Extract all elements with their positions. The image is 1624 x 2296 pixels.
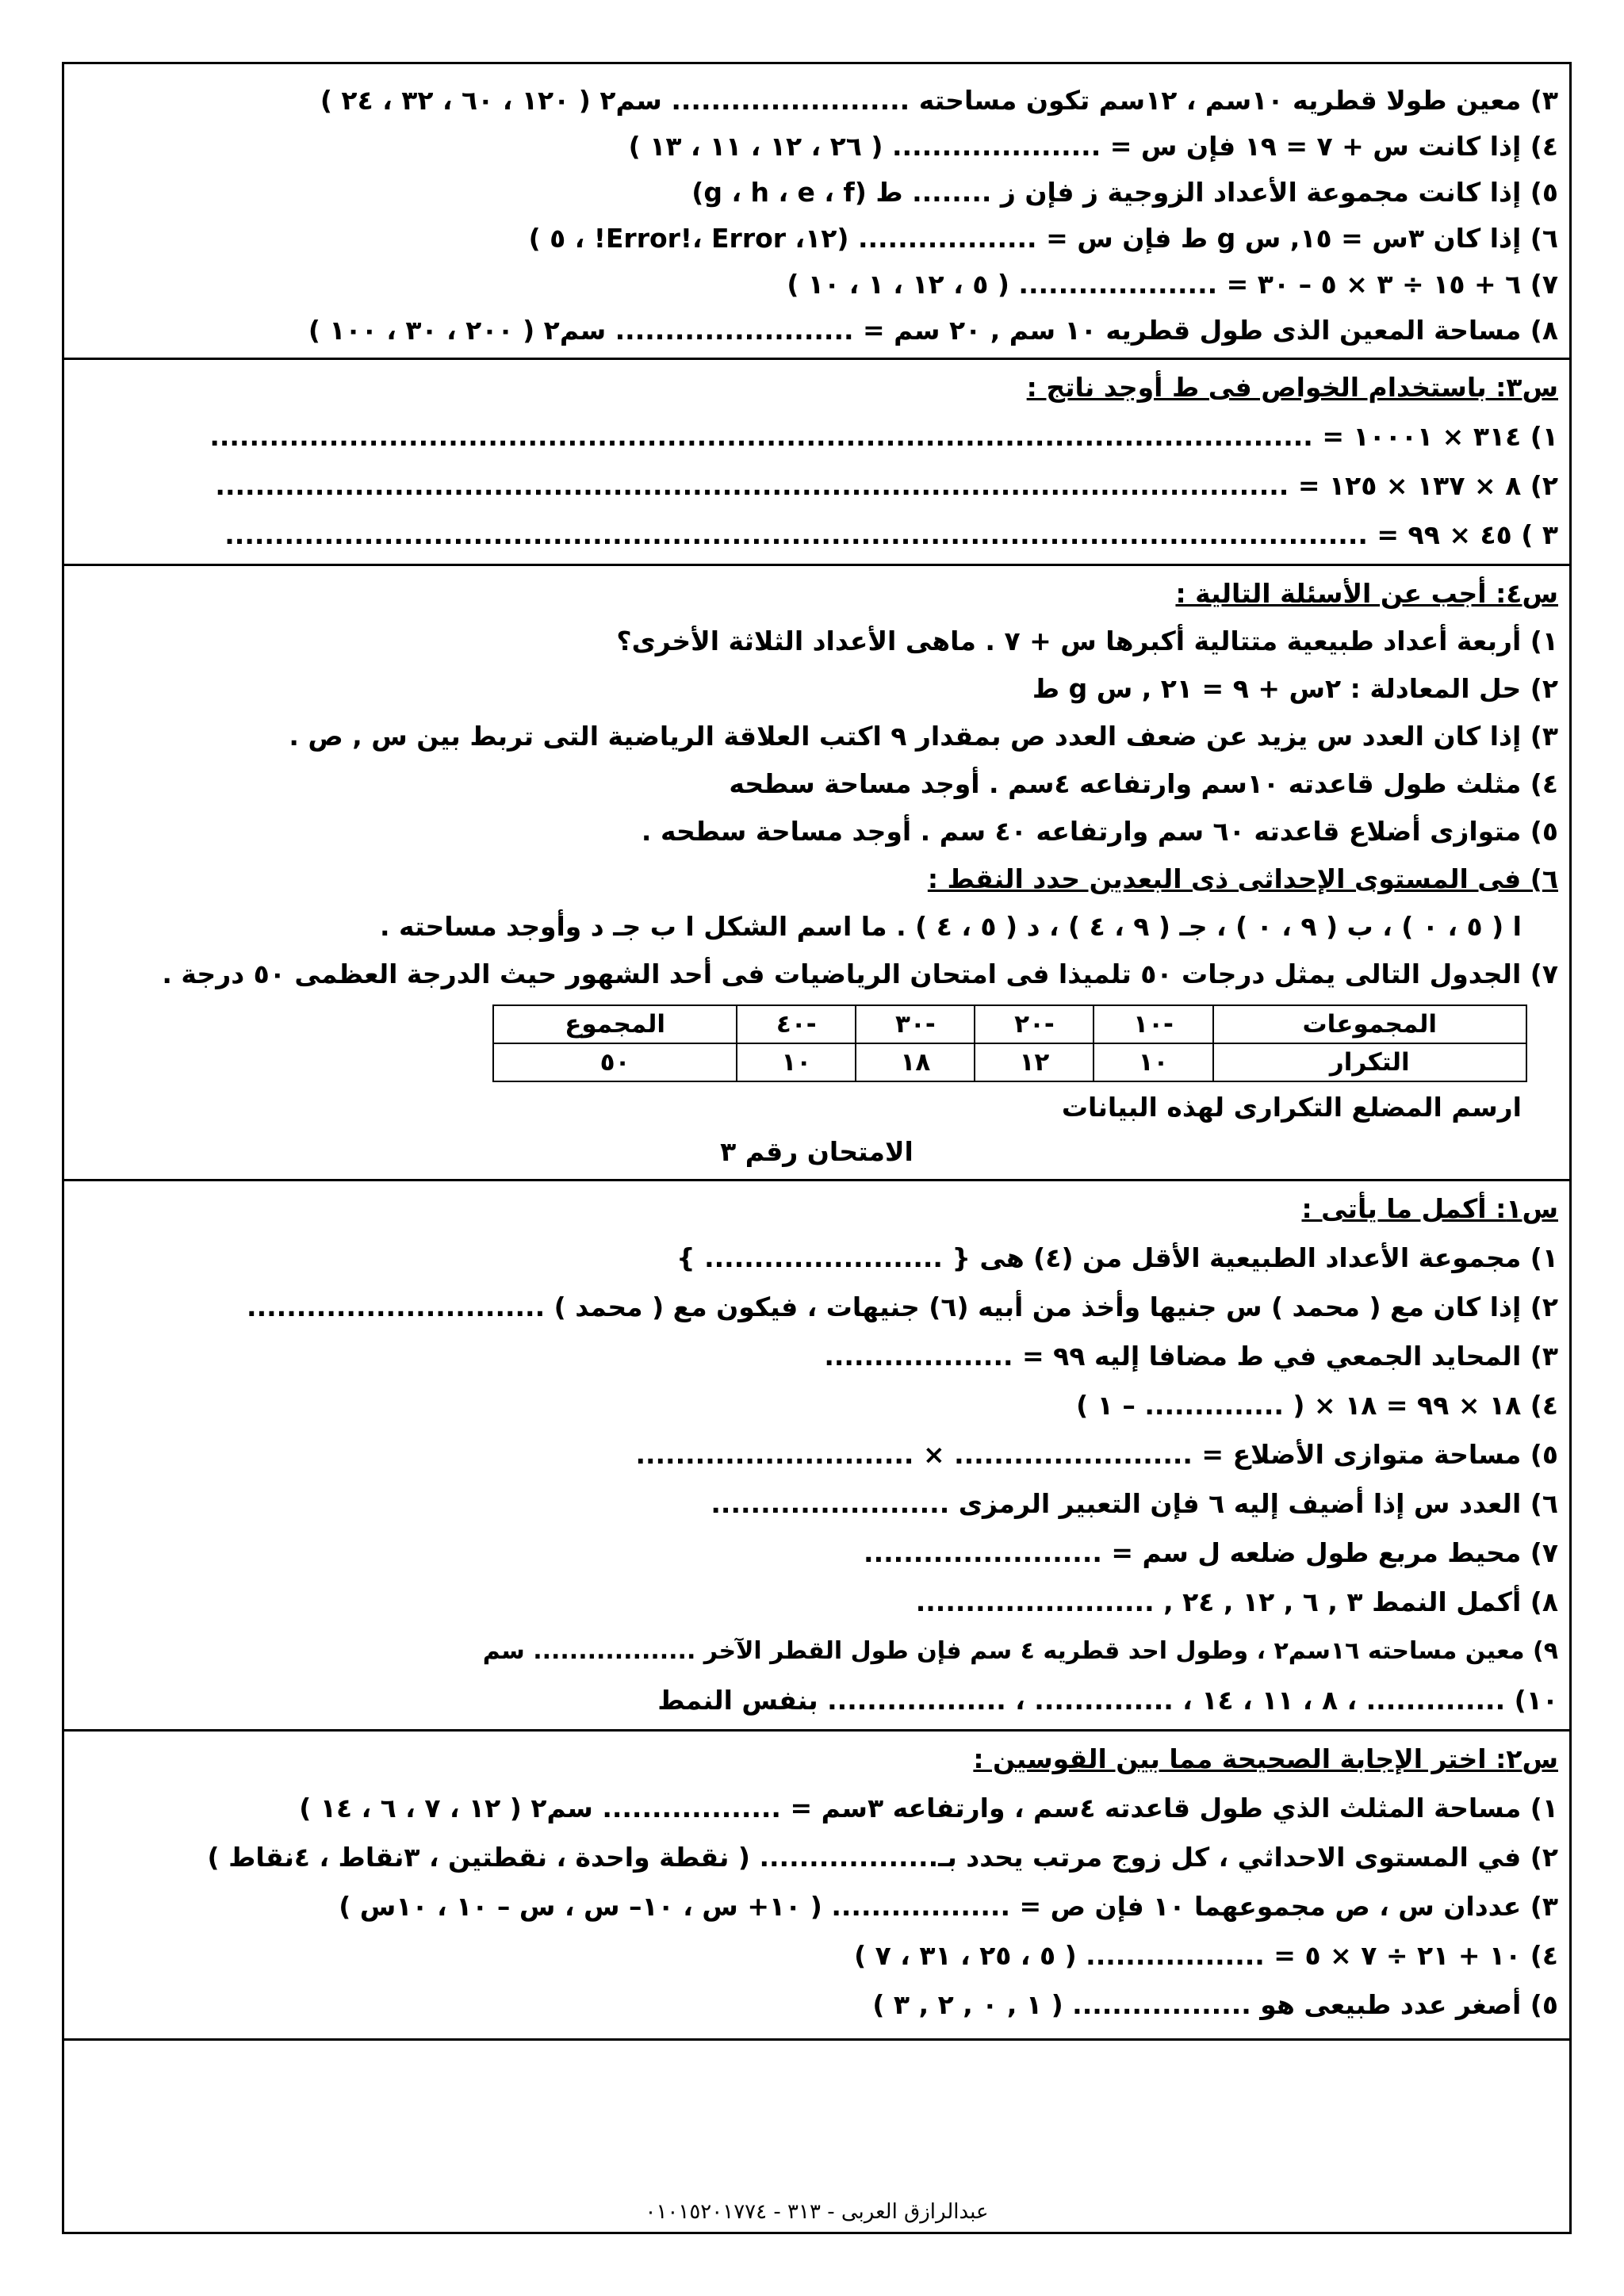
s1-line-1: ١) مجموعة الأعداد الطبيعية الأقل من (٤) هى { ........................ } xyxy=(676,1242,1558,1273)
q4-line-5: ٥) متوازى أضلاع قاعدته ٦٠ سم وارتفاعه ٤٠ سم . أوجد مساحة سطحه . xyxy=(641,816,1558,847)
q4-line-6-points: ا ( ٥ ، ٠ ) ، ب ( ٩ ، ٠ ) ، جـ ( ٩ ، ٤ ) ، د ( ٥ ، ٤ ) . ما اسم الشكل ا ب جـ د وأوجد مساحته . xyxy=(379,911,1522,942)
mcq-line-3: ٣) معين طولا قطريه ١٠سم ، ١٢سم تكون مساحته ........................ سم٢ ( ١٢٠ ، ٦٠ ، ٣٢ ، ٢٤ ) xyxy=(320,85,1558,116)
table-cell: -٢٠ xyxy=(975,1005,1094,1043)
mcq-line-6: ٦) إذا كان ٣س = ١٥, س g ط فإن س = .................. (١٢، Error!، Error! ، ٥ ) xyxy=(528,223,1558,254)
table-cell: -٤٠ xyxy=(737,1005,856,1043)
table-cell: المجموعات xyxy=(1213,1005,1526,1043)
s2-line-3: ٣) عددان س ، ص مجموعهما ١٠ فإن ص = .................. ( ١٠+ س ، ١٠– س ، س – ١٠ ، ١٠س ) xyxy=(339,1891,1558,1922)
table-cell: -١٠ xyxy=(1094,1005,1212,1043)
s2-line-2: ٢) في المستوى الاحداثي ، كل زوج مرتب يحدد بـ.................. ( نقطة واحدة ، نقطتين ، ٣نقاط ، ٤نقاط ) xyxy=(207,1842,1558,1873)
q4-line-3: ٣) إذا كان العدد س يزيد عن ضعف العدد ص بمقدار ٩ اكتب العلاقة الرياضية التى تربط بين س , ص . xyxy=(289,721,1558,752)
table-cell: ١٨ xyxy=(856,1043,975,1081)
q4-line-7: ٧) الجدول التالى يمثل درجات ٥٠ تلميذا فى امتحان الرياضيات فى أحد الشهور حيث الدرجة العظمى ٥٠ درجة . xyxy=(162,959,1558,989)
q3-heading: س٣: باستخدام الخواص فى ط أوجد ناتج : xyxy=(1026,372,1558,403)
divider xyxy=(64,564,1569,566)
divider xyxy=(64,1179,1569,1181)
s2-line-5: ٥) أصغر عدد طبيعى هو .................. ( ١ , ٠ , ٢ , ٣ ) xyxy=(872,1989,1558,2020)
q4-heading: س٤: أجب عن الأسئلة التالية : xyxy=(1175,578,1558,609)
divider xyxy=(64,2038,1569,2041)
q3-line-2: ٢) ٨ × ١٣٧ × ١٢٥ = ............................................................................................................ xyxy=(215,470,1558,501)
q4-line-4: ٤) مثلث طول قاعدته ١٠سم وارتفاعه ٤سم . أوجد مساحة سطحه xyxy=(729,768,1558,799)
s1-line-5: ٥) مساحة متوازى الأضلاع = ........................ × ............................ xyxy=(635,1439,1558,1470)
page-footer: عبدالرازق العربى - ٣١٣ - ٠١٠١٥٢٠١٧٧٤ xyxy=(645,2200,989,2224)
s2-line-4: ٤) ١٠ + ٢١ ÷ ٧ × ٥ = .................. ( ٥ ، ٢٥ ، ٣١ ، ٧ ) xyxy=(854,1940,1558,1971)
s1-line-8: ٨) أكمل النمط ٣ , ٦ , ١٢ , ٢٤ , ........................ xyxy=(915,1586,1558,1617)
q4-line-1: ١) أربعة أعداد طبيعية متتالية أكبرها س + ٧ . ماهى الأعداد الثلاثة الأخرى؟ xyxy=(616,626,1558,656)
table-cell: التكرار xyxy=(1213,1043,1526,1081)
table-cell: ١٠ xyxy=(737,1043,856,1081)
q4-line-6: ٦) فى المستوى الإحداثى ذى البعدين حدد النقط : xyxy=(927,863,1558,894)
q4-after-table: ارسم المضلع التكرارى لهذه البيانات xyxy=(1061,1092,1522,1123)
s2-heading: س٢: اختر الإجابة الصحيحة مما بين القوسين : xyxy=(973,1743,1558,1774)
mcq-line-4: ٤) إذا كانت س + ٧ = ١٩ فإن س = ..................... ( ٢٦ ، ١٢ ، ١١ ، ١٣ ) xyxy=(628,131,1558,162)
table-row xyxy=(493,1005,1526,1043)
s1-line-10: ١٠) .............. ، ٨ ، ١١ ، ١٤ ، .............. ، .................. بنفس النمط xyxy=(657,1685,1558,1716)
s1-line-3: ٣) المحايد الجمعي في ط مضافا إليه ٩٩ = ................... xyxy=(824,1341,1558,1372)
table-cell: -٣٠ xyxy=(856,1005,975,1043)
table-row xyxy=(493,1043,1526,1081)
exam-page xyxy=(62,62,1572,2234)
table-cell: ٥٠ xyxy=(493,1043,737,1081)
frequency-table xyxy=(492,1004,1527,1082)
s1-line-9: ٩) معين مساحته ١٦سم٢ ، وطول احد قطريه ٤ سم فإن طول القطر الآخر .................. سم xyxy=(482,1637,1558,1665)
s1-line-2: ٢) إذا كان مع ( محمد ) س جنيها وأخذ من أبيه (٦) جنيهات ، فيكون مع ( محمد ) .............................. xyxy=(247,1292,1558,1322)
mcq-line-7: ٧) ٦ + ١٥ ÷ ٣ × ٥ – ٣٠ = .................... ( ٥ ، ١٢ ، ١ ، ١٠ ) xyxy=(787,269,1558,300)
s1-line-4: ٤) ١٨ × ٩٩ = ١٨ × ( .............. – ١ ) xyxy=(1076,1390,1558,1421)
q4-line-2: ٢) حل المعادلة : ٢س + ٩ = ٢١ , س g ط xyxy=(1032,673,1558,704)
divider xyxy=(64,358,1569,360)
q3-line-3: ٣ ) ٤٥ × ٩٩ = ................................................................................................................... xyxy=(224,519,1558,550)
s2-line-1: ١) مساحة المثلث الذي طول قاعدته ٤سم ، وارتفاعه ٣سم = .................. سم٢ ( ١٢ ، ٧ ، ٦ ، ١٤ ) xyxy=(299,1793,1558,1823)
table-cell: ١٢ xyxy=(975,1043,1094,1081)
table-cell: ١٠ xyxy=(1094,1043,1212,1081)
exam-title: الامتحان رقم ٣ xyxy=(720,1136,914,1167)
divider xyxy=(64,1729,1569,1732)
s1-heading: س١: أكمل ما يأتى : xyxy=(1301,1193,1558,1224)
q3-line-1: ١) ٣١٤ × ١٠٠٠١ = ............................................................................................................... xyxy=(209,421,1558,452)
mcq-line-8: ٨) مساحة المعين الذى طول قطريه ١٠ سم , ٢٠ سم = ........................ سم٢ ( ٢٠٠ ، ٣٠ ، ١٠٠ ) xyxy=(308,315,1558,346)
mcq-line-5: ٥) إذا كانت مجموعة الأعداد الزوجية ز فإن ز ........ ط (g ، h ، e ، f) xyxy=(691,177,1558,208)
s1-line-6: ٦) العدد س إذا أضيف إليه ٦ فإن التعبير الرمزى ........................ xyxy=(710,1488,1558,1519)
table-cell: المجموع xyxy=(493,1005,737,1043)
s1-line-7: ٧) محيط مربع طول ضلعه ل سم = ........................ xyxy=(864,1537,1558,1568)
